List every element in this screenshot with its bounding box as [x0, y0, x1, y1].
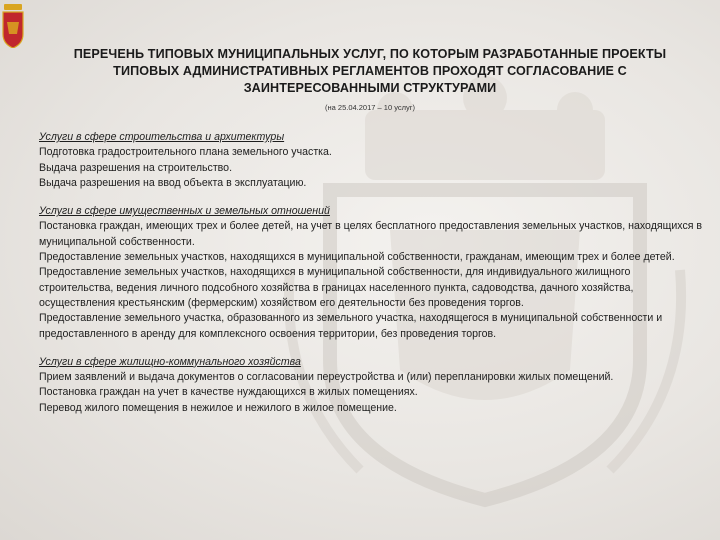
emblem-icon	[2, 4, 24, 48]
list-item: Постановка граждан, имеющих трех и более детей, на учет в целях бесплатного предоставления земельных участков, находящихся в муниципальной собственности.	[39, 220, 703, 248]
services-list	[39, 130, 703, 429]
list-item: Перевод жилого помещения в нежилое и нежилого в жилое помещение.	[39, 401, 397, 414]
list-item: Предоставление земельных участков, находящихся в муниципальной собственности, для индивидуального жилищного строительства, ведения личного подсобного хозяйства в границах населенного пункта, садоводства, дачного хозяйства, осуществления крестьянским (фермерским) хозяйством его деятельности без проведения торгов.	[39, 266, 634, 309]
list-item: Выдача разрешения на ввод объекта в эксплуатацию.	[39, 176, 307, 189]
list-item: Постановка граждан на учет в качестве нуждающихся в жилых помещениях.	[39, 386, 418, 399]
list-item: Подготовка градостроительного плана земельного участка.	[39, 146, 332, 159]
section-property-land	[39, 204, 703, 342]
list-item: Предоставление земельных участков, находящихся в муниципальной собственности, гражданам, имеющим трех и более детей.	[39, 251, 675, 264]
section-construction	[39, 130, 703, 191]
section-housing-utilities	[39, 355, 703, 416]
section-heading: Услуги в сфере строительства и архитектуры	[39, 131, 285, 143]
date-note: (на 25.04.2017 – 10 услуг)	[325, 103, 415, 112]
page-title: ПЕРЕЧЕНЬ ТИПОВЫХ МУНИЦИПАЛЬНЫХ УСЛУГ, ПО КОТОРЫМ РАЗРАБОТАННЫЕ ПРОЕКТЫ ТИПОВЫХ АДМИНИСТРАТИВНЫХ РЕГЛАМЕНТОВ ПРОХОДЯТ СОГЛАСОВАНИЕ С ЗАИНТЕРЕСОВАННЫМИ СТРУКТУРАМИ	[73, 47, 667, 95]
section-heading: Услуги в сфере имущественных и земельных отношений	[39, 205, 330, 218]
section-heading: Услуги в сфере жилищно-коммунального хозяйства	[39, 355, 301, 368]
list-item: Прием заявлений и выдача документов о согласовании переустройства и (или) перепланировки жилых помещений.	[39, 371, 614, 384]
list-item: Предоставление земельного участка, образованного из земельного участка, находящегося в муниципальной собственности и предоставленного в аренду для комплексного освоения территории, без проведения торгов.	[39, 312, 663, 340]
list-item: Выдача разрешения на строительство.	[39, 161, 233, 174]
